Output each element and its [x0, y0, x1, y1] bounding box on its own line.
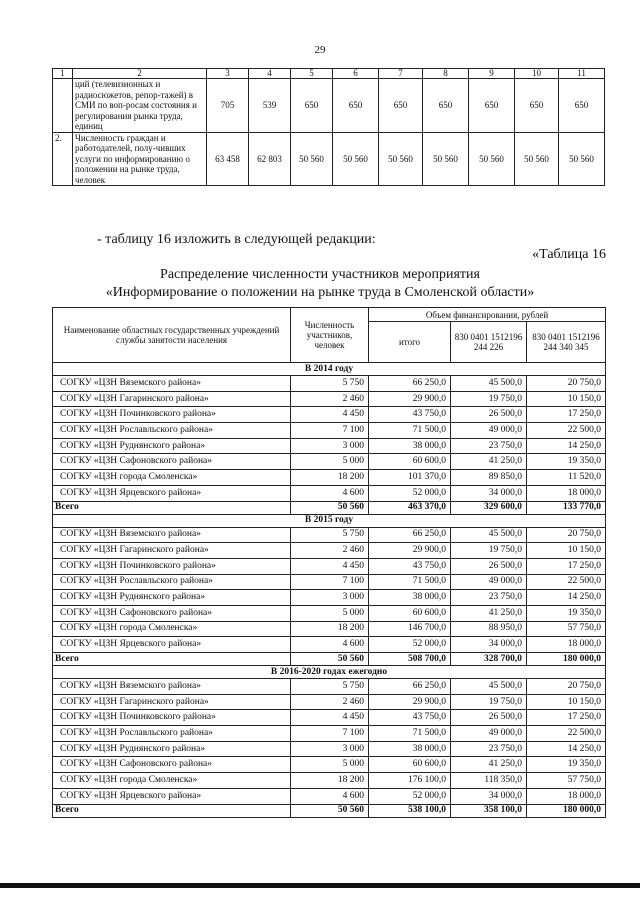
participant-count: 4 600 — [291, 485, 369, 501]
column-number: 9 — [469, 69, 515, 79]
total-code1: 358 100,0 — [451, 804, 527, 817]
row-value: 50 560 — [291, 132, 333, 186]
participant-count: 18 200 — [291, 621, 369, 637]
funding-code2: 57 750,0 — [527, 773, 606, 789]
column-number: 2 — [73, 69, 207, 79]
table-row — [53, 710, 606, 726]
office-name: СОГКУ «ЦЗН Починковского района» — [53, 710, 291, 726]
row-value: 650 — [469, 79, 515, 133]
funding-code2: 10 150,0 — [527, 543, 606, 559]
total-code1: 328 700,0 — [451, 653, 527, 666]
table-row — [53, 590, 606, 606]
continuation-table — [52, 68, 605, 186]
funding-total: 43 750,0 — [369, 558, 451, 574]
section-row — [53, 514, 606, 527]
total-code2: 133 770,0 — [527, 501, 606, 514]
header-name: Наименование областных государственных учреждений службы занятости населения — [53, 308, 291, 363]
row-description: Численность граждан и работодателей, полу-чивших услуги по информированию о положении на рынке труда, человек — [73, 132, 207, 186]
column-number: 1 — [53, 69, 73, 79]
column-number: 4 — [249, 69, 291, 79]
column-number: 3 — [207, 69, 249, 79]
office-name: СОГКУ «ЦЗН Сафоновского района» — [53, 757, 291, 773]
row-value: 705 — [207, 79, 249, 133]
office-name: СОГКУ «ЦЗН Вяземского района» — [53, 376, 291, 392]
section-title: В 2016-2020 годах ежегодно — [53, 666, 606, 679]
funding-code2: 10 150,0 — [527, 391, 606, 407]
column-number-row — [53, 69, 605, 79]
total-label: Всего — [53, 501, 291, 514]
funding-code2: 14 250,0 — [527, 741, 606, 757]
funding-code1: 23 750,0 — [451, 741, 527, 757]
office-name: СОГКУ «ЦЗН города Смоленска» — [53, 470, 291, 486]
participant-count: 4 600 — [291, 788, 369, 804]
funding-code2: 10 150,0 — [527, 694, 606, 710]
funding-total: 66 250,0 — [369, 376, 451, 392]
funding-code1: 45 500,0 — [451, 376, 527, 392]
row-value: 63 458 — [207, 132, 249, 186]
total-label: Всего — [53, 653, 291, 666]
funding-code2: 22 500,0 — [527, 726, 606, 742]
funding-total: 43 750,0 — [369, 710, 451, 726]
section-title: В 2014 году — [53, 363, 606, 376]
total-code2: 180 000,0 — [527, 653, 606, 666]
funding-code2: 17 250,0 — [527, 710, 606, 726]
table-row — [53, 376, 606, 392]
section-title: В 2015 году — [53, 514, 606, 527]
funding-code1: 41 250,0 — [451, 757, 527, 773]
participant-count: 7 100 — [291, 423, 369, 439]
funding-total: 71 500,0 — [369, 423, 451, 439]
funding-code2: 18 000,0 — [527, 485, 606, 501]
participant-count: 5 750 — [291, 679, 369, 695]
funding-code2: 19 350,0 — [527, 454, 606, 470]
row-value: 50 560 — [515, 132, 559, 186]
table-row — [53, 558, 606, 574]
table-title-line1: Распределение численности участников мероприятия — [160, 267, 480, 282]
participant-count: 4 600 — [291, 637, 369, 653]
funding-total: 29 900,0 — [369, 694, 451, 710]
row-value: 50 560 — [333, 132, 379, 186]
participant-count: 2 460 — [291, 543, 369, 559]
table-row — [53, 438, 606, 454]
table-row — [53, 757, 606, 773]
funding-total: 52 000,0 — [369, 637, 451, 653]
funding-code2: 20 750,0 — [527, 679, 606, 695]
table-row — [53, 605, 606, 621]
office-name: СОГКУ «ЦЗН Починковского района» — [53, 407, 291, 423]
office-name: СОГКУ «ЦЗН Починковского района» — [53, 558, 291, 574]
participant-count: 4 450 — [291, 558, 369, 574]
row-value: 650 — [515, 79, 559, 133]
funding-code1: 45 500,0 — [451, 527, 527, 543]
participant-count: 5 750 — [291, 527, 369, 543]
funding-code2: 14 250,0 — [527, 438, 606, 454]
funding-total: 71 500,0 — [369, 726, 451, 742]
table-row — [53, 637, 606, 653]
funding-code1: 49 000,0 — [451, 423, 527, 439]
row-value: 50 560 — [559, 132, 605, 186]
office-name: СОГКУ «ЦЗН Рославльского района» — [53, 423, 291, 439]
row-value: 50 560 — [379, 132, 423, 186]
office-name: СОГКУ «ЦЗН Ярцевского района» — [53, 637, 291, 653]
funding-code2: 19 350,0 — [527, 757, 606, 773]
funding-total: 66 250,0 — [369, 527, 451, 543]
total-row — [53, 501, 606, 514]
office-name: СОГКУ «ЦЗН Гагаринского района» — [53, 694, 291, 710]
funding-code1: 89 850,0 — [451, 470, 527, 486]
table-row — [53, 407, 606, 423]
total-row — [53, 804, 606, 817]
row-value: 62 803 — [249, 132, 291, 186]
participant-count: 5 000 — [291, 605, 369, 621]
column-number: 11 — [559, 69, 605, 79]
funding-total: 29 900,0 — [369, 543, 451, 559]
header-code2: 830 0401 1512196 244 340 345 — [527, 322, 606, 363]
funding-total: 38 000,0 — [369, 741, 451, 757]
column-number: 6 — [333, 69, 379, 79]
funding-code2: 22 500,0 — [527, 423, 606, 439]
participant-count: 3 000 — [291, 590, 369, 606]
table-row — [53, 726, 606, 742]
funding-code1: 49 000,0 — [451, 726, 527, 742]
funding-code1: 34 000,0 — [451, 637, 527, 653]
participant-count: 2 460 — [291, 694, 369, 710]
office-name: СОГКУ «ЦЗН Ярцевского района» — [53, 788, 291, 804]
participant-count: 4 450 — [291, 710, 369, 726]
office-name: СОГКУ «ЦЗН Руднянского района» — [53, 590, 291, 606]
office-name: СОГКУ «ЦЗН города Смоленска» — [53, 621, 291, 637]
total-row — [53, 653, 606, 666]
table-row — [53, 788, 606, 804]
total-funding: 508 700,0 — [369, 653, 451, 666]
participant-count: 3 000 — [291, 438, 369, 454]
funding-code1: 19 750,0 — [451, 694, 527, 710]
funding-code2: 18 000,0 — [527, 637, 606, 653]
funding-code2: 20 750,0 — [527, 527, 606, 543]
office-name: СОГКУ «ЦЗН Руднянского района» — [53, 741, 291, 757]
table-row — [53, 694, 606, 710]
funding-total: 52 000,0 — [369, 788, 451, 804]
funding-code1: 41 250,0 — [451, 454, 527, 470]
header-row — [53, 308, 606, 322]
row-value: 539 — [249, 79, 291, 133]
instruction-text: - таблицу 16 изложить в следующей редакции: — [97, 232, 376, 247]
header-count: Численность участников, человек — [291, 308, 369, 363]
participant-count: 5 750 — [291, 376, 369, 392]
funding-total: 38 000,0 — [369, 590, 451, 606]
table-row — [53, 543, 606, 559]
section-row — [53, 363, 606, 376]
funding-code2: 19 350,0 — [527, 605, 606, 621]
bottom-rule — [0, 883, 640, 888]
total-label: Всего — [53, 804, 291, 817]
table-row — [53, 527, 606, 543]
header-code1: 830 0401 1512196 244 226 — [451, 322, 527, 363]
table-row — [53, 679, 606, 695]
funding-total: 101 370,0 — [369, 470, 451, 486]
funding-code2: 17 250,0 — [527, 407, 606, 423]
table-row — [53, 79, 605, 133]
table-row — [53, 741, 606, 757]
row-value: 650 — [423, 79, 469, 133]
funding-total: 29 900,0 — [369, 391, 451, 407]
funding-code1: 26 500,0 — [451, 558, 527, 574]
funding-total: 60 600,0 — [369, 757, 451, 773]
funding-total: 146 700,0 — [369, 621, 451, 637]
funding-code2: 11 520,0 — [527, 470, 606, 486]
funding-code1: 45 500,0 — [451, 679, 527, 695]
funding-total: 60 600,0 — [369, 605, 451, 621]
table-row — [53, 485, 606, 501]
funding-code1: 19 750,0 — [451, 391, 527, 407]
participant-count: 5 000 — [291, 454, 369, 470]
office-name: СОГКУ «ЦЗН Рославльского района» — [53, 574, 291, 590]
table-row — [53, 454, 606, 470]
header-funding: Объем финансирования, рублей — [369, 308, 606, 322]
funding-code1: 19 750,0 — [451, 543, 527, 559]
funding-code1: 26 500,0 — [451, 710, 527, 726]
funding-code2: 20 750,0 — [527, 376, 606, 392]
table-row — [53, 574, 606, 590]
table-title-line2: «Информирование о положении на рынке труда в Смоленской области» — [105, 285, 535, 300]
funding-code1: 23 750,0 — [451, 438, 527, 454]
table-row — [53, 423, 606, 439]
participant-count: 7 100 — [291, 574, 369, 590]
total-code1: 329 600,0 — [451, 501, 527, 514]
section-row — [53, 666, 606, 679]
total-count: 50 560 — [291, 804, 369, 817]
participant-count: 3 000 — [291, 741, 369, 757]
funding-code1: 34 000,0 — [451, 788, 527, 804]
distribution-table — [52, 307, 606, 818]
funding-code1: 88 950,0 — [451, 621, 527, 637]
row-value: 650 — [559, 79, 605, 133]
funding-code1: 118 350,0 — [451, 773, 527, 789]
office-name: СОГКУ «ЦЗН Рославльского района» — [53, 726, 291, 742]
participant-count: 18 200 — [291, 773, 369, 789]
header-total: итого — [369, 322, 451, 363]
office-name: СОГКУ «ЦЗН Ярцевского района» — [53, 485, 291, 501]
funding-code1: 34 000,0 — [451, 485, 527, 501]
funding-total: 71 500,0 — [369, 574, 451, 590]
funding-code1: 49 000,0 — [451, 574, 527, 590]
column-number: 7 — [379, 69, 423, 79]
row-value: 650 — [291, 79, 333, 133]
column-number: 5 — [291, 69, 333, 79]
funding-total: 52 000,0 — [369, 485, 451, 501]
row-value: 650 — [379, 79, 423, 133]
row-number — [53, 79, 73, 133]
office-name: СОГКУ «ЦЗН Вяземского района» — [53, 679, 291, 695]
table-row — [53, 132, 605, 186]
participant-count: 2 460 — [291, 391, 369, 407]
table-row — [53, 391, 606, 407]
total-funding: 538 100,0 — [369, 804, 451, 817]
funding-code1: 41 250,0 — [451, 605, 527, 621]
total-funding: 463 370,0 — [369, 501, 451, 514]
office-name: СОГКУ «ЦЗН Руднянского района» — [53, 438, 291, 454]
funding-total: 38 000,0 — [369, 438, 451, 454]
total-code2: 180 000,0 — [527, 804, 606, 817]
participant-count: 18 200 — [291, 470, 369, 486]
table-row — [53, 470, 606, 486]
funding-code2: 14 250,0 — [527, 590, 606, 606]
office-name: СОГКУ «ЦЗН Гагаринского района» — [53, 543, 291, 559]
funding-total: 60 600,0 — [369, 454, 451, 470]
row-value: 650 — [333, 79, 379, 133]
table-label: «Таблица 16 — [532, 247, 606, 262]
funding-total: 43 750,0 — [369, 407, 451, 423]
row-value: 50 560 — [423, 132, 469, 186]
office-name: СОГКУ «ЦЗН Сафоновского района» — [53, 605, 291, 621]
funding-code1: 23 750,0 — [451, 590, 527, 606]
funding-code2: 18 000,0 — [527, 788, 606, 804]
funding-total: 176 100,0 — [369, 773, 451, 789]
funding-code2: 17 250,0 — [527, 558, 606, 574]
office-name: СОГКУ «ЦЗН Сафоновского района» — [53, 454, 291, 470]
column-number: 8 — [423, 69, 469, 79]
row-description: ций (телевизионных и радиосюжетов, репор-тажей) в СМИ по воп-росам состояния и регулирования рынка труда, единиц — [73, 79, 207, 133]
table-row — [53, 773, 606, 789]
office-name: СОГКУ «ЦЗН Вяземского района» — [53, 527, 291, 543]
column-number: 10 — [515, 69, 559, 79]
row-value: 50 560 — [469, 132, 515, 186]
participant-count: 4 450 — [291, 407, 369, 423]
row-number: 2. — [53, 132, 73, 186]
total-count: 50 560 — [291, 501, 369, 514]
page-number: 29 — [314, 44, 326, 56]
office-name: СОГКУ «ЦЗН Гагаринского района» — [53, 391, 291, 407]
funding-code1: 26 500,0 — [451, 407, 527, 423]
funding-total: 66 250,0 — [369, 679, 451, 695]
office-name: СОГКУ «ЦЗН города Смоленска» — [53, 773, 291, 789]
participant-count: 5 000 — [291, 757, 369, 773]
funding-code2: 57 750,0 — [527, 621, 606, 637]
total-count: 50 560 — [291, 653, 369, 666]
table-row — [53, 621, 606, 637]
funding-code2: 22 500,0 — [527, 574, 606, 590]
participant-count: 7 100 — [291, 726, 369, 742]
